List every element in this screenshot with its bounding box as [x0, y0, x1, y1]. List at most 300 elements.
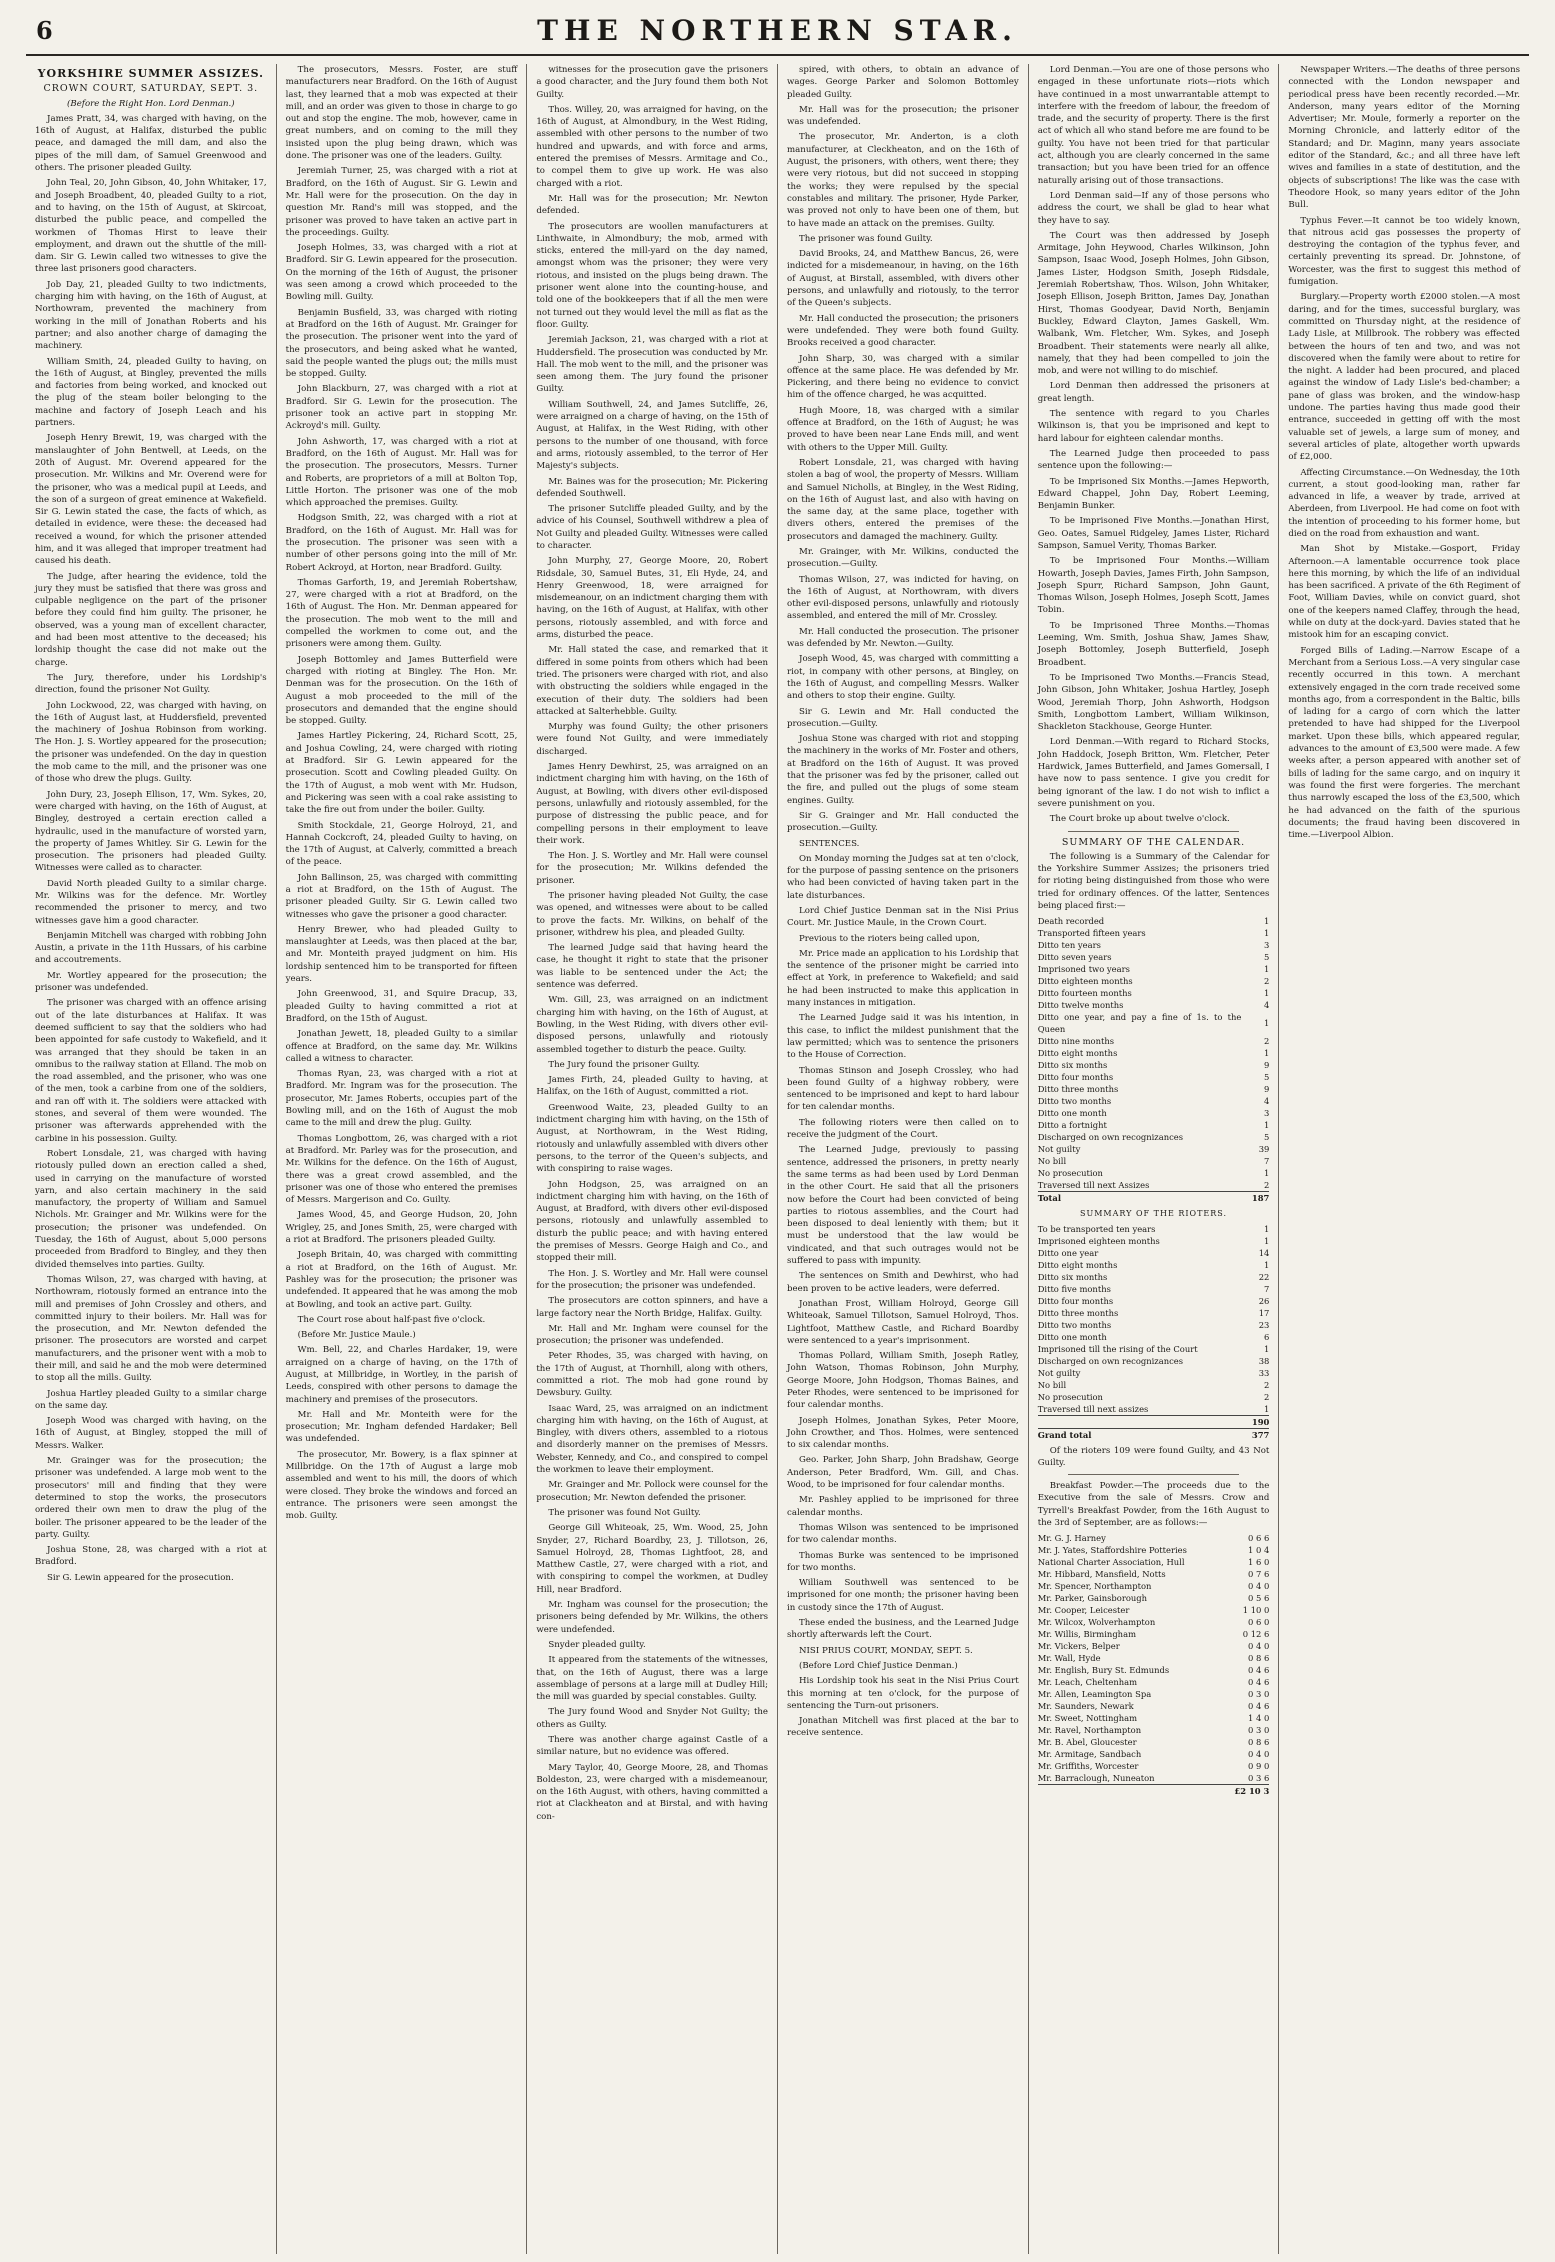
rioters-row	[1038, 1379, 1270, 1391]
subscription-row-label: Mr. Griffiths, Worcester	[1037, 1761, 1139, 1772]
article-paragraph: Joseph Holmes, Jonathan Sykes, Peter Moore, John Crowther, and Thos. Holmes, were sentenced to six calendar months.	[787, 1415, 1019, 1451]
page-number: 6	[36, 16, 53, 45]
subscription-row	[1038, 1664, 1270, 1676]
article-paragraph: spired, with others, to obtain an advance of wages. George Parker and Solomon Bottomley pleaded Guilty.	[787, 65, 1019, 100]
subscription-row	[1038, 1712, 1270, 1724]
article-paragraph: Thos. Willey, 20, was arraigned for having, on the 16th of August, at Almondbury, in the West Riding, assembled with other persons to the number of two hundred and upwards, and with force and arms, entered the premises of Messrs. Armitage and Co., to compel them to give up work. He was also charged with a riot.	[536, 104, 769, 189]
article-paragraph: Mary Taylor, 40, George Moore, 28, and Thomas Boldeston, 23, were charged with a misdemeanour, on the 16th August, with others, having committed a riot at Clackheaton and at Birstal, and with having con-	[536, 1762, 769, 1822]
column-3-body	[536, 64, 768, 1823]
article-paragraph: The Learned Judge then proceeded to pass sentence upon the following:—	[1037, 448, 1270, 472]
rioters-row	[1038, 1271, 1270, 1283]
article-paragraph: David North pleaded Guilty to a similar charge. Mr. Wilkins was for the defence. Mr. Wortley recommended the prisoner to mercy, and two witnesses gave him a good character.	[35, 878, 267, 926]
court-heading: CROWN COURT, SATURDAY, SEPT. 3.	[43, 83, 259, 95]
summary-row-label: Discharged on own recognizances	[1037, 1132, 1184, 1143]
article-paragraph: On Monday morning the Judges sat at ten o'clock, for the purpose of passing sentence on the prisoners who had been convicted of having taken part in the late disturbances.	[787, 853, 1019, 901]
article-paragraph: Jonathan Mitchell was first placed at the bar to receive sentence.	[787, 1716, 1019, 1739]
article-paragraph: The Hon. J. S. Wortley and Mr. Hall were counsel for the prosecution; the prisoner was undefended.	[536, 1268, 769, 1291]
summary-row-label: Ditto one month	[1037, 1108, 1107, 1119]
rioters-row-value: 6	[1264, 1331, 1270, 1342]
rioters-total-value: 190	[1241, 1415, 1269, 1428]
summary-row-value: 4	[1264, 1000, 1270, 1011]
subscription-row	[1038, 1688, 1270, 1700]
article-paragraph: Typhus Fever.—It cannot be too widely known, that nitrous acid gas possesses the property of destroying the contagion of the typhus fever, and certainly preventing its spread. Dr. Johnstone, of Worcester, was the first to suggest this method of fumigation.	[1288, 215, 1521, 288]
article-paragraph: Jeremiah Turner, 25, was charged with a riot at Bradford, on the 16th of August. Sir G. Lewin and Mr. Hall were for the prosecution. On the day in question Mr. Rand's mill was stopped, and the prisoner was proved to have taken an active part in the proceedings. Guilty.	[285, 166, 518, 238]
article-paragraph: Mr. Hall stated the case, and remarked that it differed in some points from others which had been tried. The prisoners were charged with riot, and also with obstructing the soldiers while engaged in the execution of their duty. The soldiers had been attacked at Salterhebble. Guilty.	[536, 645, 769, 717]
summary-row-label: Ditto a fortnight	[1037, 1120, 1107, 1131]
summary-row-label: Traversed till next Assizes	[1037, 1180, 1150, 1191]
subscription-row-value: 0 7 6	[1248, 1569, 1270, 1580]
column-4	[778, 64, 1029, 2254]
subscription-row	[1038, 1544, 1270, 1556]
subscription-row-label: Mr. Leach, Cheltenham	[1037, 1677, 1138, 1688]
article-paragraph: Mr. Hall and Mr. Monteith were for the prosecution; Mr. Ingham defended Hardaker; Bell was undefended.	[285, 1409, 518, 1445]
rioters-heading: SUMMARY OF THE RIOTERS.	[1080, 1209, 1228, 1219]
article-paragraph: Thomas Wilson, 27, was charged with having, at Northowram, riotously formed an entrance into the mill and premises of John Crossley and others, and committed injury to their boilers. Mr. Hall was for the prosecution, and Mr. Newton defended the prisoner. The prosecutors are worsted and carpet manufacturers, and the prisoner went with a mob to their mill, and said he and the mob were determined to stop all the mills. Guilty.	[35, 1274, 267, 1384]
summary-row	[1038, 1167, 1270, 1179]
rioters-row	[1038, 1307, 1270, 1319]
summary-row	[1038, 1155, 1270, 1167]
article-paragraph: Lord Denman then addressed the prisoners at great length.	[1037, 381, 1270, 404]
article-paragraph: Thomas Wilson was sentenced to be imprisoned for two calendar months.	[787, 1522, 1019, 1546]
article-paragraph: The prosecutor, Mr. Anderton, is a cloth manufacturer, at Cleckheaton, and on the 16th of August, the prisoners, with others, went there; they were very riotous, but did not succeed in stopping the works; they were repulsed by the special constables and military. The prisoner, Hyde Parker, was proved not only to have been one of them, but to have made an attack on the premises. Guilty.	[787, 132, 1019, 229]
article-paragraph: The Judge, after hearing the evidence, told the jury they must be satisfied that there was gross and culpable negligence on the part of the prisoner before they could find him guilty. The prisoner, he observed, was a young man of excellent character, and had been most attentive to the deceased; his lordship thought the case did not make out the charge.	[35, 571, 267, 668]
rioters-row-label: Ditto one month	[1037, 1331, 1107, 1342]
court-subheading: (Before the Right Hon. Lord Denman.)	[67, 98, 235, 109]
article-paragraph: Burglary.—Property worth £2000 stolen.—A most daring, and for the times, successful burglary, was committed on Thursday night, at the residence of Lady Lisle, at Millbrook. The robbery was effected between the hours of ten and two, and was not discovered when the family were about to retire for the night. A ladder had been procured, and placed against the window of Lady Lisle's bed-chamber; a pane of glass was broken, and the window-hasp undone. The parties having thus made good their entrance, succeeded in getting off with the most valuable set of jewels, a large sum of money, and several articles of plate, altogether worth upwards of £2,000.	[1288, 292, 1521, 463]
article-paragraph: Thomas Burke was sentenced to be imprisoned for two months.	[787, 1550, 1019, 1573]
article-paragraph: The Jury found the prisoner Guilty.	[548, 1059, 700, 1070]
subscription-row-label: Mr. Sweet, Nottingham	[1037, 1713, 1138, 1724]
summary-row	[1038, 987, 1270, 999]
article-paragraph: Thomas Longbottom, 26, was charged with a riot at Bradford. Mr. Parley was for the prosecution, and Mr. Wilkins for the defence. On the 16th of August, there was a great crowd assembled, and the prisoner was one of those who entered the premises of Messrs. Margerison and Co. Guilty.	[285, 1133, 518, 1206]
subscription-row-label: Mr. Parker, Gainsborough	[1037, 1593, 1148, 1604]
article-paragraph: Jeremiah Jackson, 21, was charged with a riot at Huddersfield. The prosecution was conducted by Mr. Hall. The mob went to the mill, and the prisoner was seen among them. The jury found the prisoner Guilty.	[536, 335, 769, 395]
rioters-row-label: No bill	[1037, 1379, 1067, 1390]
rioters-row-label: Ditto five months	[1037, 1283, 1111, 1294]
rioters-row-label: Ditto eight months	[1037, 1259, 1118, 1270]
article-paragraph: witnesses for the prosecution gave the prisoners a good character, and the Jury found them both Not Guilty.	[536, 65, 769, 100]
article-paragraph: There was another charge against Castle of a similar nature, but no evidence was offered.	[536, 1735, 769, 1758]
article-paragraph: The Learned Judge, previously to passing sentence, addressed the prisoners, in pretty nearly the same terms as had been used by Lord Denman in the other Court. He said that all the prisoners now before the Court had been convicted of being parties to riotous assemblies, and the Court had been disposed to deal leniently with them; but it must be understood that the law would be vindicated, and that such outrages would not be suffered to pass with impunity.	[787, 1145, 1019, 1267]
article-paragraph: Thomas Garforth, 19, and Jeremiah Robertshaw, 27, were charged with a riot at Bradford, on the 16th of August. The Hon. Mr. Denman appeared for the prosecution. The mob went to the mill and compelled the workmen to come out, and the prisoners were among them. Guilty.	[285, 577, 518, 650]
rioters-row	[1038, 1331, 1270, 1343]
rioters-row	[1038, 1367, 1270, 1379]
article-paragraph: The prosecutor, Mr. Bowery, is a flax spinner at Millbridge. On the 17th of August a large mob assembled and went to his mill, the doors of which were closed. They broke the windows and forced an entrance. The prisoners were seen amongst the mob. Guilty.	[285, 1449, 518, 1522]
article-paragraph: SENTENCES.	[799, 838, 860, 849]
subscription-row-value: 0 9 0	[1248, 1761, 1270, 1772]
subscription-row-label: Mr. Spencer, Northampton	[1037, 1581, 1152, 1592]
subscriptions-total: £2 10 3	[1229, 1785, 1269, 1798]
summary-row-value: 1	[1264, 1120, 1270, 1131]
article-paragraph: James Hartley Pickering, 24, Richard Scott, 25, and Joshua Cowling, 24, were charged with rioting at Bradford. Sir G. Lewin appeared for the prosecution. Scott and Cowling pleaded Guilty. On the 17th of August, a mob went with Mr. Hudson, and Pickering was seen with a coal rake assisting to take the fire out from under the boiler. Guilty.	[285, 731, 518, 816]
article-paragraph: The Court rose about half-past five o'clock.	[297, 1314, 486, 1325]
divider	[1068, 831, 1240, 832]
subscription-row-label: Mr. Vickers, Belper	[1037, 1641, 1120, 1652]
summary-heading: SUMMARY OF THE CALENDAR.	[1061, 836, 1246, 848]
article-paragraph: Thomas Ryan, 23, was charged with a riot at Bradford. Mr. Ingram was for the prosecution. The prosecutor, Mr. James Roberts, occupies part of the Bowling mill, and on the 16th of August the mob came to the mill and drew the plug. Guilty.	[285, 1069, 518, 1129]
column-1	[26, 64, 277, 2254]
summary-row-value: 1	[1264, 928, 1270, 939]
summary-row-label: Ditto nine months	[1037, 1036, 1115, 1047]
article-paragraph: Mr. Baines was for the prosecution; Mr. Pickering defended Southwell.	[536, 476, 769, 499]
subscription-row	[1038, 1592, 1270, 1604]
article-paragraph: Henry Brewer, who had pleaded Guilty to manslaughter at Leeds, was then placed at the bar, and Mr. Monteith prayed judgment on him. His lordship sentenced him to be transported for fifteen years.	[285, 924, 518, 985]
subscription-row-value: 0 4 6	[1248, 1701, 1270, 1712]
summary-row-label: Ditto three months	[1037, 1084, 1119, 1095]
summary-row-value: 3	[1264, 940, 1270, 951]
summary-row	[1038, 975, 1270, 987]
article-paragraph: Mr. Wortley appeared for the prosecution; the prisoner was undefended.	[35, 970, 267, 994]
summary-row-value: 1	[1264, 1168, 1270, 1179]
rioters-row	[1038, 1247, 1270, 1259]
article-paragraph: William Smith, 24, pleaded Guilty to having, on the 16th of August, at Bingley, prevented the mills and factories from being worked, and knocked out the plug of the steam boiler belonging to the machine and factory of Joseph Leach and his partners.	[35, 356, 267, 429]
rioters-row	[1038, 1319, 1270, 1331]
summary-total-label: Total	[1038, 1192, 1242, 1205]
article-paragraph: Joseph Wood was charged with having, on the 16th of August, at Bingley, stopped the mill of Messrs. Walker.	[35, 1416, 267, 1451]
summary-row	[1038, 1095, 1270, 1107]
summary-row-value: 5	[1264, 952, 1270, 963]
summary-row-label: Ditto four months	[1037, 1072, 1114, 1083]
breakfast-powder-notice: Breakfast Powder.—The proceeds due to the Executive from the sale of Messrs. Crow and Tyrrell's Breakfast Powder, from the 16th August to the 3rd of September, are as follows:—	[1037, 1481, 1270, 1529]
article-paragraph: To be Imprisoned Five Months.—Jonathan Hirst, Geo. Oates, Samuel Ridgeley, James Lister, Richard Sampson, Samuel Verity, Thomas Barker.	[1037, 516, 1270, 551]
subscription-row-label: Mr. Wilcox, Wolverhampton	[1037, 1617, 1156, 1628]
summary-row-value: 3	[1264, 1108, 1270, 1119]
summary-row-label: Ditto six months	[1037, 1060, 1108, 1071]
subscription-row-value: 0 3 0	[1248, 1725, 1270, 1736]
rioters-row-value: 1	[1264, 1259, 1270, 1270]
grand-total-value: 377	[1241, 1428, 1269, 1441]
summary-intro: The following is a Summary of the Calendar for the Yorkshire Summer Assizes; the prisoners tried for rioting being distinguished from those who were tried for ordinary offences. Of the latter, Sentences being placed first:—	[1037, 851, 1270, 911]
article-paragraph: The sentences on Smith and Dewhirst, who had been proven to be active leaders, were deferred.	[787, 1271, 1019, 1294]
subscription-row	[1038, 1628, 1270, 1640]
article-paragraph: Smith Stockdale, 21, George Holroyd, 21, and Hannah Cockcroft, 24, pleaded Guilty to having, on the 17th of August, at Calverly, committed a breach of the peace.	[285, 820, 518, 868]
subscription-row-label: Mr. Allen, Leamington Spa	[1037, 1689, 1152, 1700]
article-paragraph: Hugh Moore, 18, was charged with a similar offence at Bradford, on the 16th of August; he was proved to have been near Lane Ends mill, and went with others to the Upper Mill. Guilty.	[787, 405, 1019, 453]
article-paragraph: His Lordship took his seat in the Nisi Prius Court this morning at ten o'clock, for the purpose of sentencing the Turn-out prisoners.	[787, 1676, 1019, 1711]
article-paragraph: Mr. Hall was for the prosecution; the prisoner was undefended.	[787, 104, 1019, 128]
article-paragraph: NISI PRIUS COURT, MONDAY, SEPT. 5.	[799, 1645, 973, 1656]
rioters-row-value: 22	[1258, 1271, 1270, 1282]
summary-row	[1038, 1131, 1270, 1143]
article-paragraph: Benjamin Busfield, 33, was charged with rioting at Bradford on the 16th of August. Mr. Grainger for the prosecution. The prisoner went into the yard of the prosecutors, and being asked what he wanted, said the people wanted the plugs out; the mills must be stopped. Guilty.	[285, 307, 518, 380]
summary-closing: Of the rioters 109 were found Guilty, and 43 Not Guilty.	[1037, 1445, 1270, 1468]
rioters-row	[1038, 1259, 1270, 1271]
summary-row	[1038, 1047, 1270, 1059]
article-paragraph: John Murphy, 27, George Moore, 20, Robert Ridsdale, 30, Samuel Butes, 31, Eli Hyde, 24, and Henry Greenwood, 18, were arraigned for misdemeanour, on an indictment charging them with having, on the 16th of August, at Halifax, with other persons, riotously assembled, and with force and arms, disturbed the peace.	[536, 556, 769, 641]
article-paragraph: Benjamin Mitchell was charged with robbing John Austin, a private in the 11th Hussars, of his carbine and accoutrements.	[35, 930, 267, 966]
article-paragraph: James Henry Dewhirst, 25, was arraigned on an indictment charging him with having, on the 16th of August, at Bowling, with divers other evil-disposed persons, unlawfully and riotously assembled, for the purpose of distressing the public peace, and for compelling persons in their employment to leave their work.	[536, 762, 769, 846]
subscription-row	[1038, 1676, 1270, 1688]
subscriptions-table	[1038, 1532, 1270, 1797]
summary-row-label: Ditto ten years	[1037, 940, 1101, 951]
summary-row-value: 2	[1264, 976, 1270, 987]
article-paragraph: (Before Lord Chief Justice Denman.)	[799, 1660, 958, 1671]
rioters-row-label: Not guilty	[1037, 1367, 1081, 1378]
rioters-row	[1038, 1295, 1270, 1307]
subscription-row-value: 1 4 0	[1248, 1713, 1270, 1724]
article-paragraph: Wm. Gill, 23, was arraigned on an indictment charging him with having, on the 16th of August, at Bowling, in the West Riding, with divers other evil-disposed persons, unlawfully and riotously assembled together to disturb the peace. Guilty.	[536, 995, 769, 1055]
summary-row-label: Ditto eighteen months	[1037, 976, 1133, 987]
subscription-row-label: Mr. Willis, Birmingham	[1037, 1629, 1137, 1640]
article-paragraph: Joshua Stone, 28, was charged with a riot at Bradford.	[35, 1545, 267, 1568]
column-6-body	[1288, 64, 1520, 841]
subscription-row	[1038, 1556, 1270, 1568]
article-paragraph: John Ashworth, 17, was charged with a riot at Bradford, on the 16th of August. Mr. Hall was for the prosecution. The prosecutors, Messrs. Turner and Roberts, are proprietors of a mill at Bolton Top, Little Horton. The prisoner was one of the mob which approached the premises. Guilty.	[285, 436, 518, 509]
subscription-row	[1038, 1568, 1270, 1580]
column-4-body	[787, 64, 1019, 1740]
article-paragraph: John Sharp, 30, was charged with a similar offence at the same place. He was defended by Mr. Pickering, and there being no evidence to convict him of the offence charged, he was acquitted.	[787, 353, 1019, 401]
rioters-row-value: 1	[1264, 1235, 1270, 1246]
article-paragraph: Affecting Circumstance.—On Wednesday, the 10th current, a stout good-looking man, rather far advanced in life, a weaver by trade, arrived at Aberdeen, from Liverpool. He had come on foot with the intention of proceeding to his former home, but died on the road from exhaustion and want.	[1288, 467, 1521, 539]
subscription-row-value: 0 8 6	[1248, 1653, 1270, 1664]
article-paragraph: John Lockwood, 22, was charged with having, on the 16th of August last, at Huddersfield, prevented the machinery of Joshua Robinson from working. The Hon. J. S. Wortley appeared for the prosecution; the prisoner was undefended. On the day in question the mob came to the mill, and the prisoner was one of those who drew the plugs. Guilty.	[35, 700, 267, 785]
article-paragraph: Joseph Bottomley and James Butterfield were charged with rioting at Bingley. The Hon. Mr. Denman was for the prosecution. On the 16th of August a mob proceeded to the mill of the prosecutors and demanded that the engine should be stopped. Guilty.	[285, 654, 518, 727]
summary-row-label: Ditto twelve months	[1037, 1000, 1124, 1011]
article-paragraph: Mr. Pashley applied to be imprisoned for three calendar months.	[787, 1495, 1019, 1518]
article-paragraph: Sir G. Lewin and Mr. Hall conducted the prosecution.—Guilty.	[787, 706, 1019, 729]
article-paragraph: The prisoner having pleaded Not Guilty, the case was opened, and witnesses were about to be called to prove the facts. Mr. Wilkins, on behalf of the prisoner, withdrew his plea, and pleaded Guilty.	[536, 891, 769, 938]
subscription-row-label: Mr. B. Abel, Gloucester	[1037, 1737, 1137, 1748]
subscription-row-value: 0 5 6	[1248, 1593, 1270, 1604]
grand-total-row	[1038, 1428, 1270, 1441]
article-paragraph: To be Imprisoned Four Months.—William Howarth, Joseph Davies, James Firth, John Sampson, Joseph Spurr, Richard Sampson, John Gaunt, Thomas Wilson, Joseph Holmes, Joseph Scott, James Tobin.	[1037, 556, 1270, 616]
summary-row-label: Transported fifteen years	[1037, 928, 1146, 939]
article-paragraph: The prisoner was charged with an offence arising out of the late disturbances at Halifax. It was deemed sufficient to say that the soldiers who had been appointed for safe custody to Wakefield, and it was arranged that they should be taken in an omnibus to the railway station at Elland. The mob on the road assembled, and the prisoner, who was one of the men, took a carbine from one of the soldiers, and ran off with it. The soldiers were attacked with stones, and several of them were wounded. The prisoner was afterwards apprehended with the carbine in his possession. Guilty.	[35, 998, 267, 1144]
rioters-row-value: 26	[1258, 1295, 1270, 1306]
subscription-row-value: 0 4 0	[1248, 1581, 1270, 1592]
article-paragraph: Geo. Parker, John Sharp, John Bradshaw, George Anderson, Peter Bradford, Wm. Gill, and Chas. Wood, to be imprisoned for four calendar months.	[787, 1455, 1019, 1491]
summary-row-value: 5	[1264, 1072, 1270, 1083]
summary-row	[1038, 1083, 1270, 1095]
summary-row-label: Ditto eight months	[1037, 1048, 1118, 1059]
summary-row	[1038, 1011, 1270, 1035]
rioters-row	[1038, 1283, 1270, 1295]
section-heading: YORKSHIRE SUMMER ASSIZES.	[37, 67, 264, 80]
article-paragraph: Mr. Hall conducted the prosecution; the prisoners were undefended. They were both found Guilty. Brooks received a good character.	[787, 313, 1019, 349]
article-paragraph: Peter Rhodes, 35, was charged with having, on the 17th of August, at Thornhill, along with others, committed a riot. The mob had gone round by Dewsbury. Guilty.	[536, 1351, 769, 1399]
article-paragraph: Snyder pleaded guilty.	[548, 1639, 646, 1650]
rioters-row-value: 17	[1258, 1307, 1270, 1318]
summary-row-value: 1	[1264, 1018, 1270, 1029]
article-paragraph: Joseph Britain, 40, was charged with committing a riot at Bradford, on the 16th of August. Mr. Pashley was for the prosecution; the prisoner was undefended. It appeared that he was among the mob at Bowling, and took an active part. Guilty.	[285, 1250, 518, 1310]
subscription-row-label: Mr. Saunders, Newark	[1037, 1701, 1134, 1712]
rioters-row-label: Ditto two months	[1037, 1319, 1112, 1330]
rioters-row-value: 38	[1258, 1355, 1270, 1366]
summary-row-value: 1	[1264, 1048, 1270, 1059]
summary-row-label: Ditto fourteen months	[1037, 988, 1132, 999]
article-paragraph: Lord Denman.—With regard to Richard Stocks, John Haddock, Joseph Britton, Wm. Fletcher, Peter Hardwick, James Butterfield, and James Gomersall, I have now to pass sentence. I give you credit for being ignorant of the law. I do not wish to inflict a severe punishment on you.	[1037, 737, 1270, 809]
subscription-row-label: Mr. Cooper, Leicester	[1037, 1605, 1130, 1616]
article-paragraph: The Court was then addressed by Joseph Armitage, John Heywood, Charles Wilkinson, John Sampson, Isaac Wood, Joseph Holmes, John Gibson, James Lister, Hodgson Smith, Joseph Ridsdale, Jeremiah Robertshaw, Thos. Wilson, John Whitaker, Joseph Ellison, Joseph Britton, James Day, Jonathan Hirst, Thomas Goodyear, David North, Benjamin Buckley, Edward Clayton, James Gaskell, Wm. Walbank, Wm. Fletcher, Wm. Sykes, and Joseph Broadbent. Their statements were nearly all alike, namely, that they had been compelled to join the mob, and were not willing to do mischief.	[1037, 230, 1270, 377]
column-5	[1029, 64, 1280, 2254]
column-2-body	[286, 64, 518, 1523]
grand-total-label: Grand total	[1038, 1428, 1242, 1441]
article-paragraph: George Gill Whiteoak, 25, Wm. Wood, 25, John Snyder, 27, Richard Boardby, 23, J. Tillotson, 26, Samuel Holroyd, 28, Thomas Lightfoot, 28, and Matthew Castle, 27, were charged with a riot, and with conspiring to compel the workmen, at Dudley Hill, near Bradford.	[536, 1523, 769, 1595]
subscription-row-value: 0 6 0	[1248, 1617, 1270, 1628]
subscription-row-value: 0 4 6	[1248, 1677, 1270, 1688]
article-paragraph: The prisoner was found Not Guilty.	[548, 1507, 701, 1518]
article-paragraph: Joseph Henry Brewit, 19, was charged with the manslaughter of John Bentwell, at Leeds, on the 20th of August. Mr. Overend appeared for the prosecution. Mr. Wilkins and Mr. Overend were for the prisoner, who was a medical pupil at Leeds, and the son of a surgeon of great eminence at Wakefield. Sir G. Lewin stated the case, the facts of which, as detailed in evidence, were these: the deceased had received a wound, for which the prisoner attended him, and it was alleged that improper treatment had caused his death.	[35, 433, 267, 567]
rioters-row	[1038, 1343, 1270, 1355]
subscription-row-value: 1 0 4	[1248, 1545, 1270, 1556]
summary-row-value: 7	[1264, 1156, 1270, 1167]
summary-row	[1038, 963, 1270, 975]
summary-row-value: 1	[1264, 964, 1270, 975]
rioters-row-label: Ditto three months	[1037, 1307, 1119, 1318]
article-paragraph: Murphy was found Guilty; the other prisoners were found Not Guilty, and were immediately discharged.	[536, 722, 769, 757]
summary-row-label: Ditto two months	[1037, 1096, 1112, 1107]
subscription-row	[1038, 1616, 1270, 1628]
subscription-row-label: Mr. J. Yates, Staffordshire Potteries	[1037, 1545, 1187, 1556]
divider	[1068, 1474, 1240, 1475]
article-paragraph: Job Day, 21, pleaded Guilty to two indictments, charging him with having, on the 16th of August, at Northowram, prevented the machinery from working in the mill of Jonathan Roberts and his partner; and also another charge of damaging the machinery.	[35, 279, 267, 352]
summary-row	[1038, 939, 1270, 951]
summary-row-value: 1	[1264, 916, 1270, 927]
article-paragraph: It appeared from the statements of the witnesses, that, on the 16th of August, there was a large assemblage of persons at a large mill at Dudley Hill; the mill was guarded by special constables. Guilty.	[536, 1655, 769, 1703]
rioters-row-value: 7	[1264, 1283, 1270, 1294]
article-paragraph: Mr. Hall and Mr. Ingham were counsel for the prosecution; the prisoner was undefended.	[536, 1323, 769, 1347]
summary-row	[1038, 951, 1270, 963]
subscription-row-label: Mr. Wall, Hyde	[1037, 1653, 1101, 1664]
subscription-row-label: National Charter Association, Hull	[1037, 1557, 1185, 1568]
summary-row-label: Ditto seven years	[1037, 952, 1112, 963]
summary-row	[1038, 1143, 1270, 1155]
rioters-row-value: 2	[1264, 1391, 1270, 1402]
rioters-row-label: Imprisoned till the rising of the Court	[1037, 1343, 1198, 1354]
article-paragraph: Thomas Pollard, William Smith, Joseph Ratley, John Watson, Thomas Robinson, John Murphy, George Moore, John Hodgson, Thomas Baines, and Peter Rhodes, were sentenced to be imprisoned for four calendar months.	[787, 1351, 1019, 1411]
article-paragraph: James Pratt, 34, was charged with having, on the 16th of August, at Halifax, disturbed the public peace, and damaged the mill dam, and also the pipes of the mill dam, of Samuel Greenwood and others. The prisoner pleaded Guilty.	[35, 113, 267, 174]
subscription-row-value: 0 4 6	[1248, 1665, 1270, 1676]
subscription-row-label: Mr. Hibbard, Mansfield, Notts	[1037, 1569, 1166, 1580]
rioters-row	[1038, 1355, 1270, 1367]
rioters-row-value: 33	[1258, 1367, 1270, 1378]
masthead	[26, 14, 1529, 56]
subscription-row	[1038, 1700, 1270, 1712]
summary-total-value: 187	[1241, 1192, 1269, 1205]
rioters-summary-table	[1038, 1223, 1270, 1441]
article-paragraph: The Jury, therefore, under his Lordship's direction, found the prisoner Not Guilty.	[35, 672, 267, 696]
subscription-row	[1038, 1760, 1270, 1772]
article-paragraph: The prosecutors are cotton spinners, and have a large factory near the North Bridge, Halifax. Guilty.	[536, 1296, 769, 1319]
rioters-row	[1038, 1223, 1270, 1235]
subscription-row-value: 1 6 0	[1248, 1557, 1270, 1568]
summary-row-value: 2	[1264, 1036, 1270, 1047]
summary-row-label: Ditto one year, and pay a fine of 1s. to the Queen	[1037, 1012, 1242, 1035]
article-paragraph: The Jury found Wood and Snyder Not Guilty; the others as Guilty.	[536, 1707, 769, 1730]
article-paragraph: The Learned Judge said it was his intention, in this case, to inflict the mildest punishment that the law permitted; which was to sentence the prisoners to the House of Correction.	[787, 1013, 1019, 1061]
article-paragraph: The following rioters were then called on to receive the judgment of the Court.	[787, 1117, 1019, 1141]
summary-row-label: No bill	[1037, 1156, 1067, 1167]
article-paragraph: Man Shot by Mistake.—Gosport, Friday Afternoon.—A lamentable occurrence took place here this morning, by which the life of an individual has been sacrificed. A private of the 6th Regiment of Foot, William Davies, while on convict guard, shot one of the keepers named Claffey, through the head, while on duty at the dock-yard. Davies stated that he mistook him for an escaping convict.	[1288, 544, 1521, 641]
summary-row-label: Not guilty	[1037, 1144, 1081, 1155]
rioters-row-value: 14	[1258, 1247, 1270, 1258]
article-paragraph: Robert Lonsdale, 21, was charged with having riotously pulled down an erection called a shed, used in carrying on the manufacture of worsted yarn, and also certain machinery in the said manufactory, the property of William and Samuel Nichols. Mr. Grainger and Mr. Wilkins were for the prosecution; the prisoner was undefended. On Tuesday, the 16th of August, about 5,000 persons proceeded from Bradford to Bingley, and they then divided themselves into parties. Guilty.	[35, 1148, 267, 1270]
subscription-row-value: 0 12 6	[1242, 1629, 1270, 1640]
article-paragraph: James Firth, 24, pleaded Guilty to having, at Halifax, on the 16th of August, committed a riot.	[536, 1075, 769, 1098]
article-paragraph: Thomas Stinson and Joseph Crossley, who had been found Guilty of a highway robbery, were sentenced to be imprisoned and kept to hard labour for ten calendar months.	[787, 1065, 1019, 1113]
subscription-row-label: Mr. G. J. Harney	[1037, 1533, 1106, 1544]
columns	[26, 64, 1529, 2254]
article-paragraph: (Before Mr. Justice Maule.)	[297, 1330, 416, 1341]
summary-row-value: 5	[1264, 1132, 1270, 1143]
summary-row-value: 4	[1264, 1096, 1270, 1107]
summary-row	[1038, 1107, 1270, 1119]
summary-row	[1038, 1119, 1270, 1131]
rioters-row-label: Discharged on own recognizances	[1037, 1355, 1184, 1366]
subscription-row	[1038, 1532, 1270, 1544]
summary-row	[1038, 1071, 1270, 1083]
subscription-row	[1038, 1748, 1270, 1760]
article-paragraph: John Dury, 23, Joseph Ellison, 17, Wm. Sykes, 20, were charged with having, on the 16th of August, at Bingley, destroyed a certain erection called a hydraulic, used in the manufacture of worsted yarn, the property of James Whitley. Sir G. Lewin for the prosecution. The prisoners had pleaded Guilty. Witnesses were called as to character.	[35, 789, 267, 874]
article-paragraph: Isaac Ward, 25, was arraigned on an indictment charging him with having, on the 16th of August, at Bingley, with divers others, assembled to a riotous and disorderly manner on the premises of Messrs. Webster, Kennedy, and Co., and conspired to compel the workmen to leave their employment.	[536, 1403, 769, 1476]
calendar-summary-table	[1038, 915, 1270, 1204]
subscription-row	[1038, 1604, 1270, 1616]
subscription-row-value: 0 6 6	[1248, 1533, 1270, 1544]
article-paragraph: Mr. Grainger was for the prosecution; the prisoner was undefended. A large mob went to the prosecutors' mill and finding that they were determined to stop the works, the prosecutors ordered their own men to draw the plug of the boiler. The prisoner appeared to be the leader of the party. Guilty.	[35, 1456, 267, 1540]
rioters-row-label: Traversed till next assizes	[1037, 1403, 1149, 1414]
article-paragraph: Hodgson Smith, 22, was charged with a riot at Bradford, on the 16th of August. Mr. Hall was for the prosecution. The prisoner was seen with a number of other persons going into the mill of Mr. Robert Ackroyd, at Horton, near Bradford. Guilty.	[285, 513, 518, 573]
article-paragraph: Greenwood Waite, 23, pleaded Guilty to an indictment charging him with having, on the 15th of August, at Northowram, in the West Riding, riotously and unlawfully assembled with divers other persons, to the terror of the Queen's subjects, and with conspiring to raise wages.	[536, 1102, 769, 1175]
article-paragraph: Previous to the rioters being called upon,	[799, 933, 980, 944]
article-paragraph: William Southwell was sentenced to be imprisoned for one month; the prisoner having been in custody since the 17th of August.	[787, 1578, 1019, 1613]
article-paragraph: Sir G. Lewin appeared for the prosecution.	[47, 1572, 234, 1583]
article-paragraph: Thomas Wilson, 27, was indicted for having, on the 16th of August, at Northowram, with divers other evil-disposed persons, unlawfully and riotously assembled, and entered the mill of Mr. Crossley.	[787, 574, 1019, 622]
summary-row-value: 9	[1264, 1060, 1270, 1071]
subscription-row-value: 0 3 6	[1248, 1773, 1270, 1784]
rioters-row-value: 1	[1264, 1343, 1270, 1354]
summary-row-value: 39	[1258, 1144, 1270, 1155]
subscription-row-label: Mr. Armitage, Sandbach	[1037, 1749, 1142, 1760]
rioters-row-value: 1	[1264, 1223, 1270, 1234]
subscription-row	[1038, 1652, 1270, 1664]
article-paragraph: John Blackburn, 27, was charged with a riot at Bradford. Sir G. Lewin for the prosecution. The prisoner took an active part in stopping Mr. Ackroyd's mill. Guilty.	[285, 384, 518, 432]
summary-row	[1038, 1179, 1270, 1192]
newspaper-title: THE NORTHERN STAR.	[537, 14, 1018, 47]
summary-row-label: Imprisoned two years	[1037, 964, 1130, 975]
article-paragraph: Mr. Ingham was counsel for the prosecution; the prisoners being defended by Mr. Wilkins, the others were undefended.	[536, 1600, 769, 1635]
column-1-body	[35, 113, 267, 1584]
rioters-row-label: To be transported ten years	[1037, 1223, 1156, 1234]
article-paragraph: Lord Denman said—If any of those persons who address the court, we shall be glad to hear what they have to say.	[1037, 190, 1270, 226]
article-paragraph: Jonathan Frost, William Holroyd, George Gill Whiteoak, Samuel Tillotson, Samuel Holroyd, Thos. Lightfoot, Matthew Castle, and Richard Boardby were sentenced to a year's imprisonment.	[787, 1298, 1019, 1346]
article-paragraph: To be Imprisoned Two Months.—Francis Stead, John Gibson, John Whitaker, Joshua Hartley, Joseph Wood, Jeremiah Thorp, John Ashworth, Hodgson Smith, Longbottom Lambert, William Wilkinson, Shackleton Stackhouse, George Hunter.	[1037, 672, 1270, 733]
article-paragraph: The prisoner Sutcliffe pleaded Guilty, and by the advice of his Counsel, Southwell withdrew a plea of Not Guilty and pleaded Guilty. Witnesses were called to character.	[536, 504, 769, 551]
article-paragraph: The prosecutors, Messrs. Foster, are stuff manufacturers near Bradford. On the 16th of August last, they learned that a mob was expected at their mill, and an order was given to those in charge to go out and stop the engine. The mob, however, came in great numbers, and on coming to the mill they insisted upon the plug being drawn, which was done. The prisoner was one of the leaders. Guilty.	[285, 65, 518, 162]
summary-row	[1038, 927, 1270, 939]
rioters-row	[1038, 1235, 1270, 1247]
summary-row	[1038, 1059, 1270, 1071]
article-paragraph: Mr. Hall was for the prosecution; Mr. Newton defended.	[536, 193, 769, 217]
article-paragraph: Newspaper Writers.—The deaths of three persons connected with the London newspaper and periodical press have been recently recorded.—Mr. Anderson, many years editor of the Morning Advertiser; Mr. Moule, formerly a reporter on the Morning Chronicle, and latterly editor of the Standard; and Dr. Maginn, many years associate editor of the Standard, &c.; and all three have left wives and families in a state of destitution, and the objects of subscriptions! The like was the case with Theodore Hook, so many years editor of the John Bull.	[1288, 65, 1521, 211]
summary-row-value: 1	[1264, 988, 1270, 999]
rioters-row-label: Ditto four months	[1037, 1295, 1114, 1306]
article-paragraph: Wm. Bell, 22, and Charles Hardaker, 19, were arraigned on a charge of having, on the 17th of August, at Millbridge, in Wortley, in the parish of Leeds, conspired with other persons to damage the machinery and premises of the prosecutors.	[285, 1345, 518, 1405]
rioters-total-row	[1038, 1415, 1270, 1428]
article-paragraph: Forged Bills of Lading.—Narrow Escape of a Merchant from a Serious Loss.—A very singular case recently occurred in this town. A merchant extensively engaged in the corn trade received some months ago, from a correspondent in the Baltic, bills of lading for a cargo of corn which the latter pretended to have had shipped for the Liverpool market. Upon these bills, which appeared regular, advances to the amount of £3,500 were made. A few weeks after, a person appeared with another set of bills of lading for the same cargo, and on inquiry it was found the first were forgeries. The merchant thus narrowly escaped the loss of the £3,500, which he had advanced on the faith of the spurious documents; the fraud having been discovered in time.—Liverpool Albion.	[1288, 645, 1521, 841]
rioters-row-label: Ditto six months	[1037, 1271, 1108, 1282]
article-paragraph: The learned Judge said that having heard the case, he thought it right to state that the prisoner was liable to be sentenced under the Act; the sentence was deferred.	[536, 943, 769, 991]
article-paragraph: Lord Chief Justice Denman sat in the Nisi Prius Court. Mr. Justice Maule, in the Crown Court.	[787, 906, 1019, 929]
subscription-row	[1038, 1640, 1270, 1652]
article-paragraph: Mr. Hall conducted the prosecution. The prisoner was defended by Mr. Newton.—Guilty.	[787, 626, 1019, 650]
article-paragraph: John Hodgson, 25, was arraigned on an indictment charging him with having, on the 16th of August, at Bradford, with divers other evil-disposed persons, riotously and unlawfully assembled to disturb the public peace; and with having entered the premises of Messrs. George Haigh and Co., and stopped their mill.	[536, 1179, 769, 1264]
article-paragraph: David Brooks, 24, and Matthew Bancus, 26, were indicted for a misdemeanour, in having, on the 16th of August, at Birstall, assembled, with divers other persons, and unlawfully and riotously, to the terror of the Queen's subjects.	[787, 249, 1019, 309]
summary-row	[1038, 915, 1270, 927]
subscription-row-label: Mr. English, Bury St. Edmunds	[1037, 1665, 1170, 1676]
article-paragraph: The Hon. J. S. Wortley and Mr. Hall were counsel for the prosecution; Mr. Wilkins defended the prisoner.	[536, 851, 769, 886]
article-paragraph: The prisoner was found Guilty.	[799, 233, 933, 244]
subscription-row-value: 0 8 6	[1248, 1737, 1270, 1748]
